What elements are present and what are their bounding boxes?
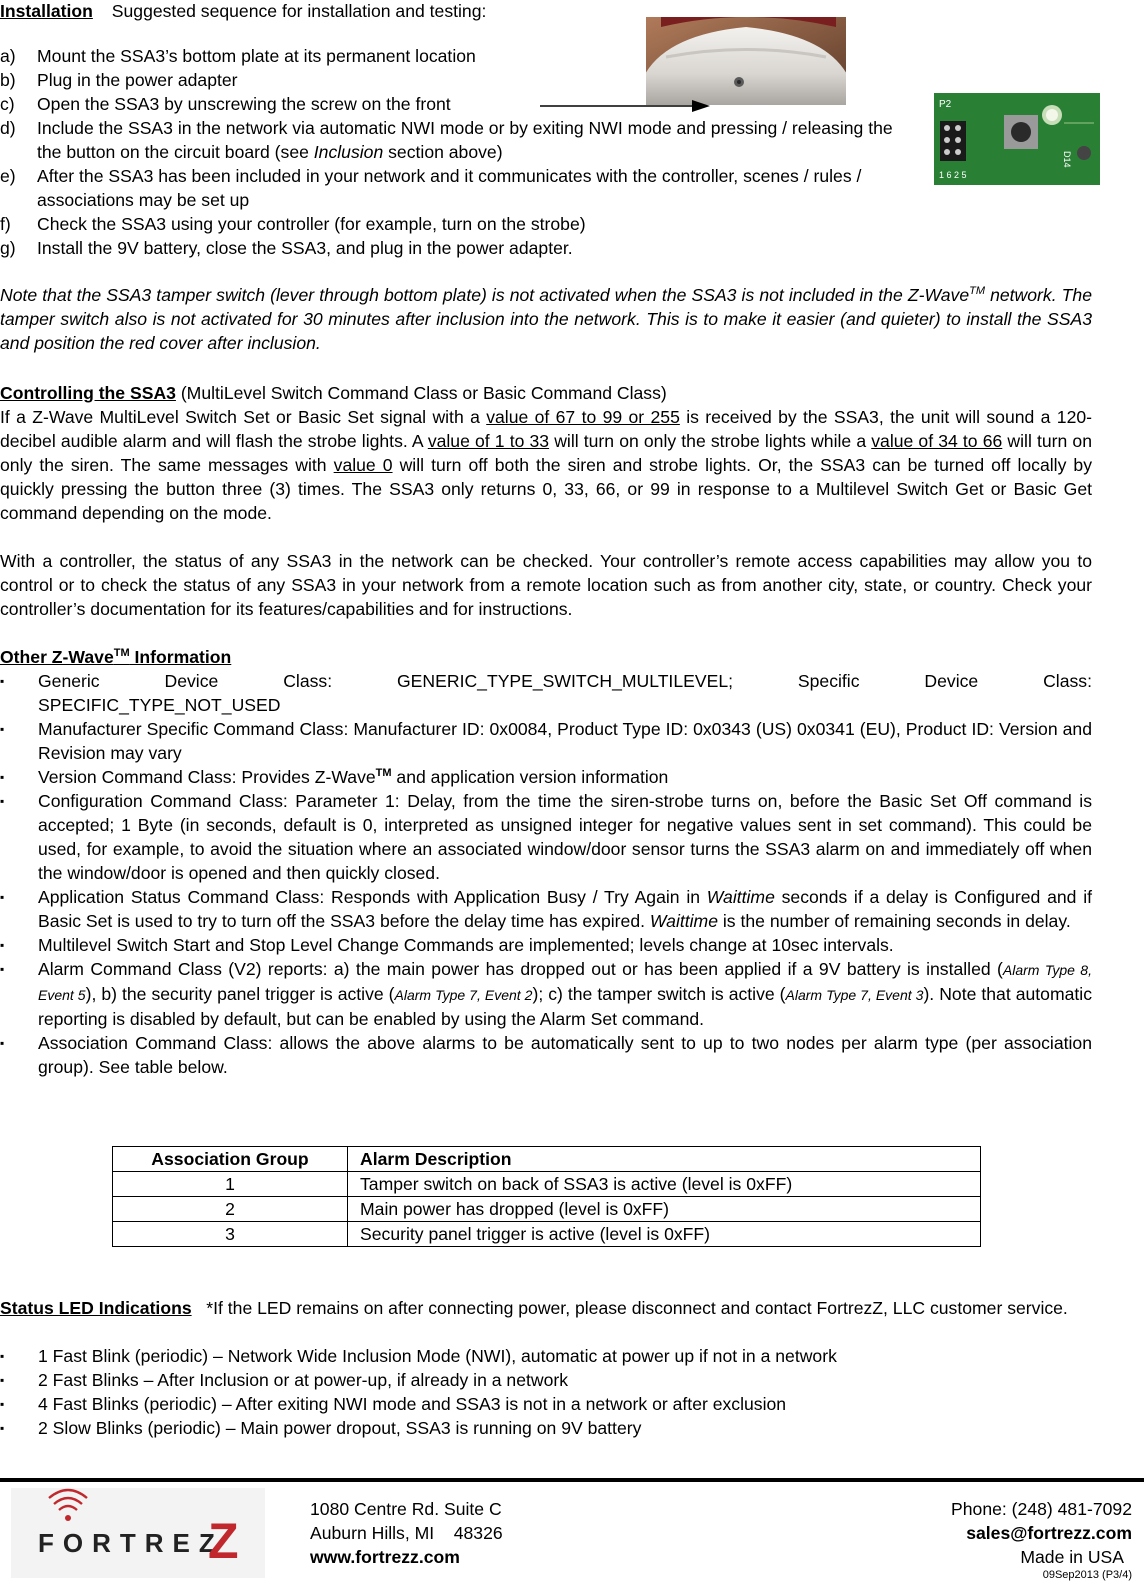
led-item-1: ▪ 1 Fast Blink (periodic) – Network Wide Inclusion Mode (NWI), automatic at power up if not in a network — [0, 1346, 837, 1366]
led-item-4: ▪ 2 Slow Blinks (periodic) – Main power dropout, SSA3 is running on 9V battery — [0, 1418, 642, 1438]
controlling-heading-line — [0, 381, 667, 405]
table-cell: 1 — [113, 1172, 348, 1197]
table-cell: 3 — [113, 1222, 348, 1247]
logo-z: Z — [208, 1513, 239, 1569]
led-item-2: ▪ 2 Fast Blinks – After Inclusion or at power-up, if already in a network — [0, 1370, 569, 1390]
led-item-3: ▪ 4 Fast Blinks (periodic) – After exiting NWI mode and SSA3 is not in a network or after exclusion — [0, 1394, 787, 1414]
list-item-application-status: ▪ Application Status Command Class: Responds with Application Busy / Try Again in Waittime seconds if a delay is Configured and if Basic Set is used to try to turn off the SSA3 before the delay time has expired. Waittime is the number of remaining seconds in delay. — [0, 887, 1092, 931]
step-b: b) Plug in the power adapter — [0, 70, 238, 90]
list-item-configuration: ▪ Configuration Command Class: Parameter 1: Delay, from the time the siren-strobe turns on, before the Basic Set Off command is accepted; 1 Byte (in seconds, default is 0, interpreted as unsigned integer for negative values sent in set command). This could be used, for example, to avoid the situation where an associated window/door sensor turns the SSA3 alarm on and immediately off when the window/door is opened and then quickly closed. — [0, 791, 1092, 883]
step-e: e) After the SSA3 has been included in your network and it communicates with the controller, scenes / rules / associations may be set up — [0, 166, 862, 210]
footer-address — [310, 1497, 503, 1569]
ssa3-base-photo — [646, 17, 846, 105]
installation-heading: Installation — [0, 1, 93, 21]
doc-code: 09Sep2013 (P3/4) — [1042, 1569, 1132, 1581]
pcb-label-pins: 1 6 2 5 — [939, 170, 967, 180]
table-row — [113, 1197, 981, 1222]
controlling-heading: Controlling the SSA3 — [0, 383, 176, 403]
pcb-label-p2: P2 — [939, 99, 952, 110]
step-a: a) Mount the SSA3’s bottom plate at its permanent location — [0, 46, 476, 66]
installation-heading-line — [0, 0, 486, 23]
fortrezz-logo — [11, 1488, 265, 1578]
logo-wordmark: FORTREZ — [38, 1528, 224, 1558]
table-row — [113, 1222, 981, 1247]
column-header-description: Alarm Description — [348, 1147, 981, 1172]
list-item-version: ▪ Version Command Class: Provides Z-Wave™ and application version information — [0, 767, 669, 787]
list-item-alarm: ▪ Alarm Command Class (V2) reports: a) the main power has dropped out or has been applied if a 9V battery is installed (Alarm Type 8, Event 5), b) the security panel trigger is active (Alarm Type 7, Event 2); c) the tamper switch is active (Alarm Type 7, Event 3). Note that automatic reporting is disabled by default, but can be enabled by using the Alarm Set command. — [0, 959, 1092, 1029]
status-led-list — [0, 1344, 1092, 1440]
step-f: f) Check the SSA3 using your controller (for example, turn on the strobe) — [0, 214, 586, 234]
pcb-label-d14: D14 — [1062, 151, 1072, 168]
table-header-row — [113, 1147, 981, 1172]
table-row — [113, 1172, 981, 1197]
zwave-info-list — [0, 669, 1092, 1079]
footer-divider — [0, 1478, 1144, 1482]
controlling-paragraph-1: If a Z-Wave MultiLevel Switch Set or Basic Set signal with a value of 67 to 99 or 255 is received by the SSA3, the unit will sound a 120-decibel audible alarm and will flash the strobe lights. A value of 1 to 33 will turn on only the strobe lights while a value of 34 to 66 will turn on only the siren. The same messages with value 0 will turn off both the siren and strobe lights. Or, the SSA3 can be turned off locally by quickly pressing the button three (3) times. The SSA3 only returns 0, 33, 66, or 99 in response to a Multilevel Switch Get or Basic Get command depending on the mode. — [0, 407, 1093, 523]
installation-intro: Suggested sequence for installation and testing: — [111, 1, 487, 21]
association-table — [112, 1146, 981, 1247]
made-in-label: Made in USA — [1020, 1547, 1124, 1567]
list-item-multilevel: ▪ Multilevel Switch Start and Stop Level Change Commands are implemented; levels change at 10sec intervals. — [0, 935, 894, 955]
address-line-2: Auburn Hills, MI 48326 — [310, 1523, 503, 1543]
controlling-subtitle: (MultiLevel Switch Command Class or Basic Command Class) — [175, 383, 667, 403]
footer-contact — [951, 1497, 1132, 1569]
list-item-association: ▪ Association Command Class: allows the above alarms to be automatically sent to up to two nodes per alarm type (per association group). See table below. — [0, 1033, 1092, 1077]
ssa3-base-illustration — [646, 17, 846, 105]
zwave-info-heading: Other Z-Wave™ Information — [0, 647, 232, 667]
list-item-generic: ▪ Generic Device Class: GENERIC_TYPE_SWITCH_MULTILEVEL; Specific Device Class: SPECIFIC_TYPE_NOT_USED — [0, 671, 1092, 715]
table-cell: Tamper switch on back of SSA3 is active (level is 0xFF) — [348, 1172, 981, 1197]
step-d: d) Include the SSA3 in the network via automatic NWI mode or by exiting NWI mode and pressing / releasing the the button on the circuit board (see Inclusion section above) — [0, 118, 893, 162]
circuit-board-photo — [934, 93, 1100, 185]
table-cell: Security panel trigger is active (level is 0xFF) — [348, 1222, 981, 1247]
controlling-paragraph-2: With a controller, the status of any SSA3 in the network can be checked. Your controller’s remote access capabilities may allow you to control or to check the status of any SSA3 in your network from a remote location such as from another city, state, or country. Check your controller’s documentation for its features/capabilities and for instructions. — [0, 551, 1092, 619]
column-header-group: Association Group — [113, 1147, 348, 1172]
pointer-arrow — [540, 95, 715, 115]
step-g: g) Install the 9V battery, close the SSA3, and plug in the power adapter. — [0, 238, 573, 258]
table-cell: 2 — [113, 1197, 348, 1222]
table-cell: Main power has dropped (level is 0xFF) — [348, 1197, 981, 1222]
list-item-manufacturer: ▪ Manufacturer Specific Command Class: Manufacturer ID: 0x0084, Product Type ID: 0x0343 (US) 0x0341 (EU), Product ID: Version and Revision may vary — [0, 719, 1092, 763]
status-led-intro: Status LED Indications *If the LED remains on after connecting power, please disconnect and contact FortrezZ, LLC customer service. — [0, 1298, 1068, 1318]
status-led-heading: Status LED Indications — [0, 1298, 192, 1318]
email-link[interactable]: sales@fortrezz.com — [966, 1523, 1132, 1543]
phone-number: Phone: (248) 481-7092 — [951, 1499, 1132, 1519]
logo-mark — [11, 1488, 265, 1578]
circuit-board-illustration — [934, 93, 1100, 185]
website-link[interactable]: www.fortrezz.com — [310, 1547, 460, 1567]
tamper-note: Note that the SSA3 tamper switch (lever through bottom plate) is not activated when the SSA3 is not included in the Z-Wave™ network. The tamper switch also is not activated for 30 minutes after inclusion into the network. This is to make it easier (and quieter) to install the SSA3 and position the red cover after inclusion. — [0, 285, 1092, 353]
step-c: c) Open the SSA3 by unscrewing the screw on the front — [0, 94, 451, 114]
address-line-1: 1080 Centre Rd. Suite C — [310, 1499, 502, 1519]
